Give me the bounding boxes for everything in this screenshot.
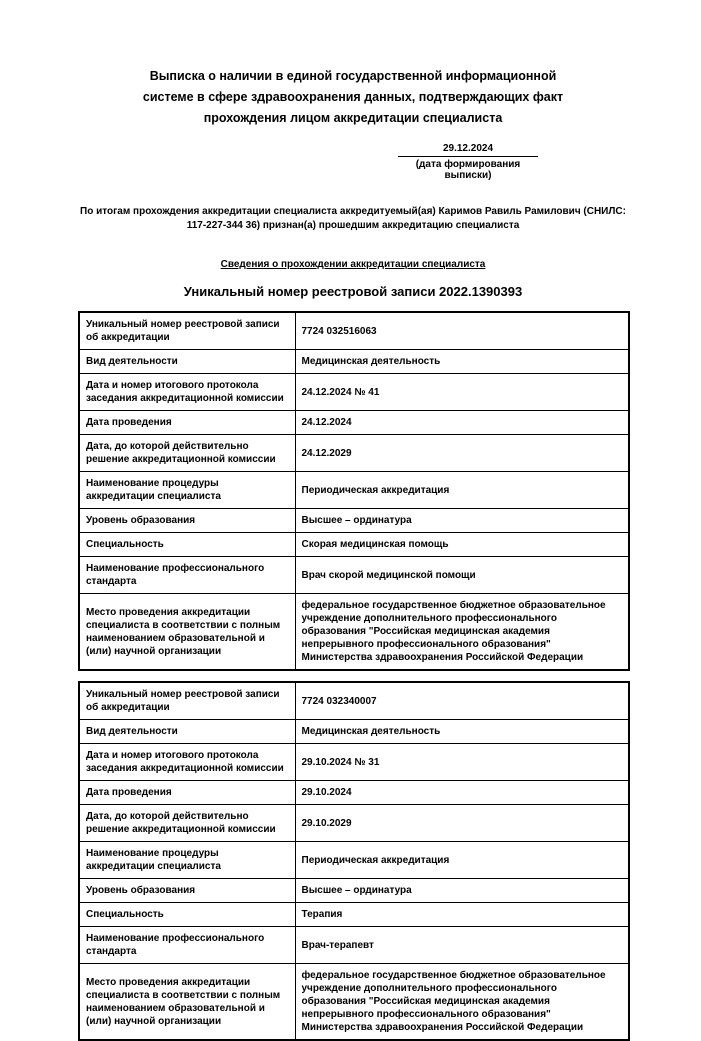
table-row: [79, 682, 629, 720]
field-value: Терапия: [295, 903, 629, 927]
field-label: Место проведения аккредитации специалиста в соответствии с полным наименованием образовательной и (или) научной организации: [79, 594, 295, 671]
field-value: федеральное государственное бюджетное образовательное учреждение дополнительного профессионального образования "Российская медицинская академия непрерывного профессионального образования" Министерства здравоохранения Российской Федерации: [295, 594, 629, 671]
field-label: Уникальный номер реестровой записи об аккредитации: [79, 682, 295, 720]
table-row: [79, 472, 629, 509]
table-row: [79, 805, 629, 842]
table-row: [79, 509, 629, 533]
table-row: [79, 720, 629, 744]
field-value: Врач скорой медицинской помощи: [295, 557, 629, 594]
field-label: Уровень образования: [79, 509, 295, 533]
field-value: Высшее – ординатура: [295, 509, 629, 533]
field-value: Высшее – ординатура: [295, 879, 629, 903]
table-row: [79, 964, 629, 1041]
document-title: [103, 66, 603, 129]
document-title-line-2: системе в сфере здравоохранения данных, подтверждающих факт: [142, 90, 564, 104]
accreditation-table-2: [78, 681, 630, 1041]
field-label: Место проведения аккредитации специалиста в соответствии с полным наименованием образовательной и (или) научной организации: [79, 964, 295, 1041]
table-row: [79, 374, 629, 411]
registry-record-heading: Уникальный номер реестровой записи 2022.1390393: [183, 284, 523, 299]
field-value: 29.10.2029: [295, 805, 629, 842]
field-label: Специальность: [79, 533, 295, 557]
field-label: Специальность: [79, 903, 295, 927]
field-label: Уровень образования: [79, 879, 295, 903]
issue-date-value: 29.12.2024: [398, 143, 538, 157]
table-row: [79, 744, 629, 781]
field-label: Наименование процедуры аккредитации специалиста: [79, 842, 295, 879]
accreditation-table-1: [78, 311, 630, 671]
table-row: [79, 781, 629, 805]
table-row: [79, 903, 629, 927]
section-heading: Сведения о прохождении аккредитации специалиста: [220, 259, 486, 270]
field-label: Дата проведения: [79, 781, 295, 805]
field-label: Дата и номер итогового протокола заседания аккредитационной комиссии: [79, 744, 295, 781]
field-label: Уникальный номер реестровой записи об аккредитации: [79, 312, 295, 350]
table-row: [79, 533, 629, 557]
field-label: Дата проведения: [79, 411, 295, 435]
accreditation-intro-paragraph: По итогам прохождения аккредитации специалиста аккредитуемый(ая) Каримов Равиль Рамилович (СНИЛС: 117-227-344 36) признан(а) прошедшим аккредитацию специалиста: [80, 206, 626, 231]
field-label: Вид деятельности: [79, 350, 295, 374]
document-title-line-1: Выписка о наличии в единой государственной информационной: [149, 69, 557, 83]
issue-date-block: [398, 143, 538, 181]
field-value: 7724 032340007: [295, 682, 629, 720]
table-row: [79, 435, 629, 472]
table-row: [79, 879, 629, 903]
issue-date-caption: (дата формирования выписки): [415, 159, 521, 181]
field-label: Наименование профессионального стандарта: [79, 927, 295, 964]
field-value: 24.12.2024: [295, 411, 629, 435]
field-value: 7724 032516063: [295, 312, 629, 350]
field-value: 29.10.2024: [295, 781, 629, 805]
field-value: Медицинская деятельность: [295, 720, 629, 744]
field-label: Дата, до которой действительно решение аккредитационной комиссии: [79, 805, 295, 842]
field-value: 24.12.2029: [295, 435, 629, 472]
field-value: Врач-терапевт: [295, 927, 629, 964]
table-row: [79, 557, 629, 594]
field-label: Вид деятельности: [79, 720, 295, 744]
table-row: [79, 411, 629, 435]
field-value: Медицинская деятельность: [295, 350, 629, 374]
field-value: Периодическая аккредитация: [295, 842, 629, 879]
field-value: 24.12.2024 № 41: [295, 374, 629, 411]
field-label: Наименование профессионального стандарта: [79, 557, 295, 594]
table-row: [79, 350, 629, 374]
field-value: Скорая медицинская помощь: [295, 533, 629, 557]
field-label: Дата и номер итогового протокола заседания аккредитационной комиссии: [79, 374, 295, 411]
field-label: Наименование процедуры аккредитации специалиста: [79, 472, 295, 509]
field-value: Периодическая аккредитация: [295, 472, 629, 509]
field-value: 29.10.2024 № 31: [295, 744, 629, 781]
table-row: [79, 594, 629, 671]
field-label: Дата, до которой действительно решение аккредитационной комиссии: [79, 435, 295, 472]
table-row: [79, 312, 629, 350]
document-title-line-3: прохождения лицом аккредитации специалиста: [203, 111, 503, 125]
table-row: [79, 842, 629, 879]
table-row: [79, 927, 629, 964]
field-value: федеральное государственное бюджетное образовательное учреждение дополнительного профессионального образования "Российская медицинская академия непрерывного профессионального образования" Министерства здравоохранения Российской Федерации: [295, 964, 629, 1041]
